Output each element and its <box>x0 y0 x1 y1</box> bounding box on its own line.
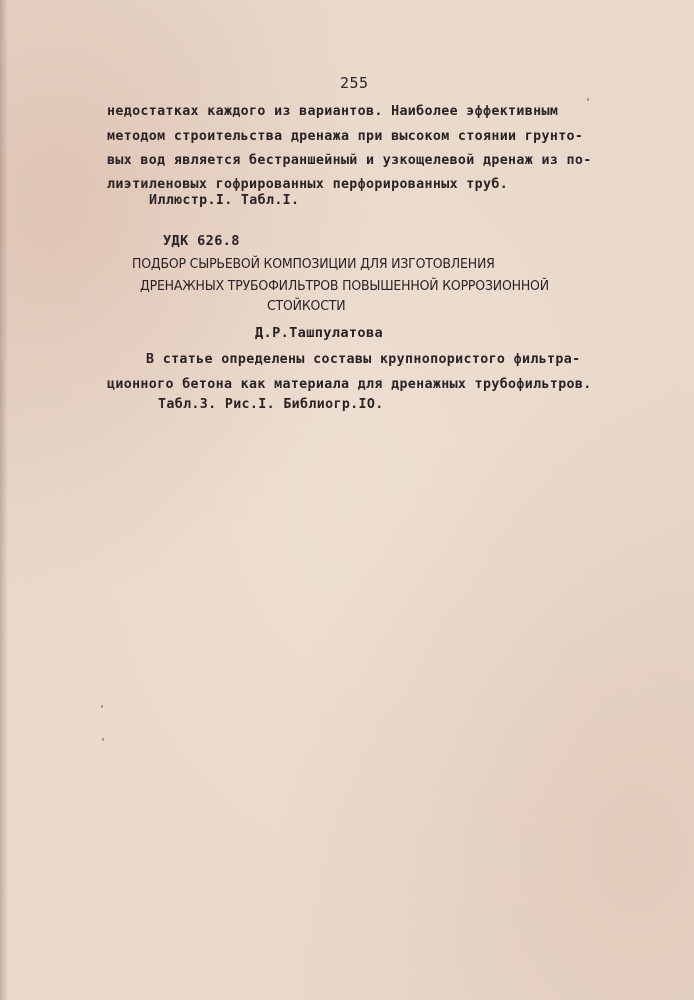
scan-speck <box>101 705 103 708</box>
scan-speck <box>102 738 104 741</box>
prev-article-refs: Иллюстр.I. Табл.I. <box>149 193 300 208</box>
prev-article-line: методом строительства дренажа при высоком стоянии грунто- <box>107 129 584 144</box>
page-number: 255 <box>340 74 369 92</box>
article-title-line: ДРЕНАЖНЫХ ТРУБОФИЛЬТРОВ ПОВЫШЕННОЙ КОРРОЗИОННОЙ <box>140 278 549 294</box>
prev-article-line: вых вод является бестраншейный и узкощелевой дренаж из по- <box>107 153 592 168</box>
article-author: Д.Р.Ташпулатова <box>255 325 384 341</box>
page-edge-shadow <box>0 0 8 1000</box>
abstract-line: В статье определены составы крупнопористого фильтра- <box>146 352 581 367</box>
article-title-line: СТОЙКОСТИ <box>267 298 346 314</box>
udc-code: УДК 626.8 <box>163 233 240 249</box>
abstract-line: ционного бетона как материала для дренажных трубофильтров. <box>107 377 592 392</box>
article-refs: Табл.3. Рис.I. Библиогр.IO. <box>158 397 384 412</box>
article-title-line: ПОДБОР СЫРЬЕВОЙ КОМПОЗИЦИИ ДЛЯ ИЗГОТОВЛЕНИЯ <box>132 256 495 272</box>
scan-speck <box>587 98 589 101</box>
prev-article-line: лиэтиленовых гофрированных перфорированных труб. <box>107 177 509 192</box>
prev-article-line: недостатках каждого из вариантов. Наиболее эффективным <box>107 104 559 119</box>
